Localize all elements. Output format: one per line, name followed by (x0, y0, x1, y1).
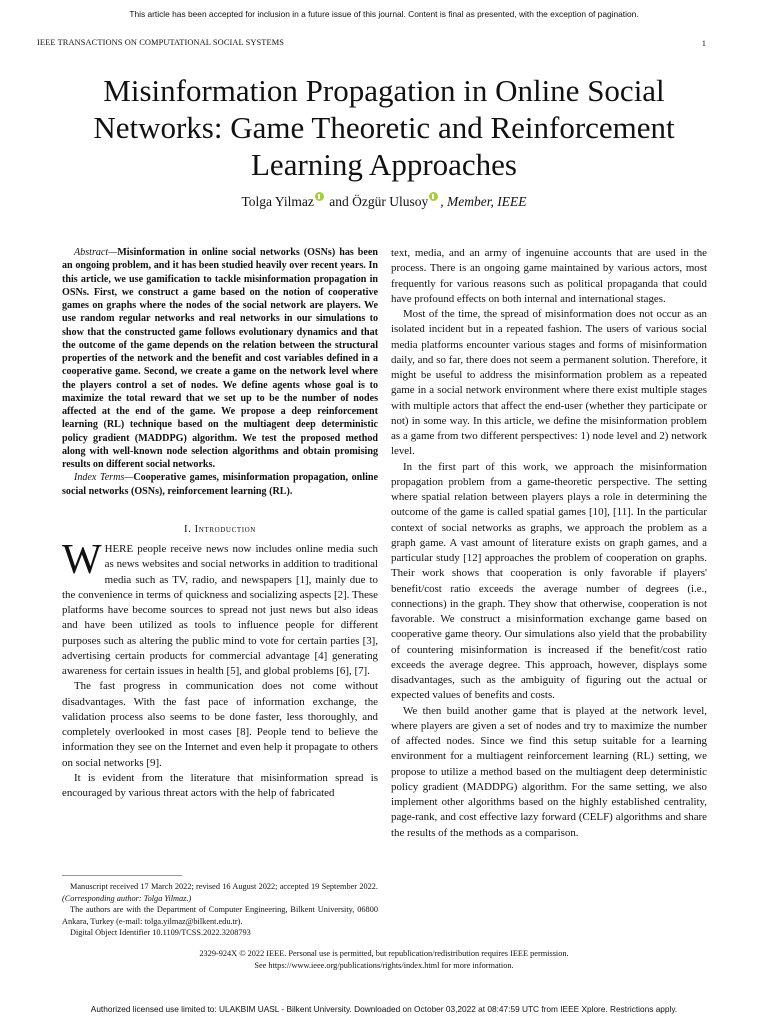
corresponding-author: (Corresponding author: Tolga Yilmaz.) (62, 893, 192, 903)
drop-cap: W (62, 537, 102, 583)
acceptance-notice: This article has been accepted for inclusion in a future issue of this journal. Content is final as presented, with the exception of pagination. (129, 9, 639, 19)
paper-title: Misinformation Propagation in Online Social Networks: Game Theoretic and Reinforcement Learning Approaches (93, 73, 675, 182)
right-column (391, 246, 707, 841)
copyright-notice (40, 948, 728, 971)
footnote-dates: Manuscript received 17 March 2022; revised 16 August 2022; accepted 19 September 2022. (70, 882, 378, 891)
orcid-icon[interactable] (315, 192, 324, 201)
index-terms (62, 471, 378, 498)
page-number: 1 (701, 38, 706, 48)
footnote-divider (62, 875, 182, 876)
body-paragraph: It is evident from the literature that misinformation spread is encouraged by various threat actors with the help of fabricated (62, 771, 378, 799)
running-head: IEEE TRANSACTIONS ON COMPUTATIONAL SOCIAL SYSTEMS (37, 38, 285, 47)
author-name: Tolga Yilmaz (241, 194, 314, 209)
license-notice: Authorized licensed use limited to: ULAKBIM UASL - Bilkent University. Downloaded on October 03,2022 at 08:47:59 UTC from IEEE Xplore. Restrictions apply. (90, 1004, 678, 1014)
index-terms-text: Cooperative games, misinformation propagation, online social networks (OSNs), reinforcement learning (RL). (62, 472, 378, 497)
body-paragraph: The fast progress in communication does not come without disadvantages. With the fast pace of information exchange, the validation process also seems to be done faster, less thoroughly, and completely overlooked in most cases [8]. People tend to believe the information they see on the Internet and even help it propagate to others on social networks [9]. (62, 680, 378, 769)
author-connector: and (329, 194, 349, 209)
author-affiliation: , Member, IEEE (440, 194, 527, 209)
section-heading: I. Introduction (184, 523, 256, 535)
footnotes (62, 881, 378, 939)
left-column (62, 246, 378, 801)
abstract-text: Misinformation in online social networks (OSNs) has been an ongoing problem, and it has been studied heavily over recent years. In this article, we use gamification to tackle misinformation propagation in OSNs. First, we construct a game based on the notion of cooperative games on graphs where the nodes of the social network are players. We use random regular networks and real networks in our simulations to show that the constructed game follows evolutionary dynamics and that the outcome of the game depends on the relation between the structural properties of the network and the benefit and cost variables defined in a cooperative game. Second, we create a game on the network level where the players control a set of nodes. We define agents whose goal is to maximize the total reward that we set up to be the number of nodes affected at the end of the game. We propose a deep reinforcement learning (RL) technique based on the multiagent deep deterministic policy gradient (MADDPG) algorithm. We test the proposed method along with well-known node selection algorithms and obtain promising results on different social networks. (62, 247, 378, 470)
footnote: The authors are with the Department of Computer Engineering, Bilkent University, 06800 Ankara, Turkey (e-mail: tolga.yilmaz@bilkent.edu.tr). (62, 905, 378, 926)
index-terms-label: Index Terms— (74, 472, 134, 484)
body-paragraph: text, media, and an army of ingenuine accounts that are used in the process. There is an ongoing game maintained by various actors, most frequently for various reasons such as political propaganda that could have profound effects on both internal and international stages. (391, 247, 707, 305)
copyright-line: 2329-924X © 2022 IEEE. Personal use is permitted, but republication/redistribution requires IEEE permission. (199, 949, 569, 958)
orcid-icon[interactable] (429, 192, 438, 201)
body-paragraph (62, 537, 378, 679)
copyright-line: See https://www.ieee.org/publications/rights/index.html for more information. (254, 960, 514, 970)
paragraph-text: HERE people receive news now includes online media such as news websites and social networks in addition to traditional media such as TV, radio, and newspapers [1], mainly due to the convenience in terms of quickness and socializing aspects [2]. These platforms have become sources to spread not just news but also ideas and have been utilized as tools to influence people for different purposes such as altering the public mind to vote for certain parties [3], advertising certain products for commercial advantage [4] generating awareness for certain issues in health [5], and global problems [6], [7]. (62, 543, 378, 677)
footnote (62, 881, 378, 904)
body-paragraph: In the first part of this work, we approach the misinformation propagation problem from a game-theoretic perspective. The setting where spatial relation between players plays a role in determining the outcome of the game is called spatial games [10], [11]. In the particular context of social networks as graphs, we approach the problem as a graph game. A vast amount of literature exists on graph games, and a particular study [12] approaches the problem of cooperation on graphs. Their work shows that cooperation is only favorable if players' benefit/cost ratio exceeds the average number of degrees (i.e., connections) in the graph. They show that otherwise, cooperation is not favorable. We construct a misinformation exchange game based on cooperative game theory. Our simulations also yield that the probability of countering misinformation is increased if the benefit/cost ratio exceeds the average degree. This approach, however, displays some disadvantages, such as the ambiguity of figuring out the actual or expected values of benefits and costs. (391, 460, 707, 702)
author-name: Özgür Ulusoy (352, 194, 429, 209)
author-line (40, 194, 728, 210)
abstract (62, 246, 378, 471)
body-paragraph: Most of the time, the spread of misinformation does not occur as an isolated incident but in a repeated fashion. The users of various social media platforms encounter various stages and forms of misinformation daily, and so far, there does not seem a permanent solution. Therefore, it might be useful to address the misinformation problem as a repeated game in a social network environment where there exist multiple stages with multiple actors that affect the end-user (whether they participate or not) in some way. In this article, we define the misinformation problem as a game from two different perspectives: 1) node level and 2) network level. (391, 308, 707, 458)
body-paragraph: We then build another game that is played at the network level, where players are given a set of nodes and try to maximize the number of affected nodes. Since we find this setup suitable for a learning environment for a multiagent reinforcement learning (RL) setting, we propose to utilize a method based on the multiagent deep deterministic policy gradient (MADDPG) algorithm. For the same setting, we also implement other algorithms based on the highly established centrality, page-rank, and cost effective lazy forward (CELF) algorithms and share the results of the methods as a comparison. (391, 704, 707, 839)
abstract-label: Abstract— (74, 247, 118, 258)
footnote: Digital Object Identifier 10.1109/TCSS.2022.3208793 (70, 928, 251, 937)
